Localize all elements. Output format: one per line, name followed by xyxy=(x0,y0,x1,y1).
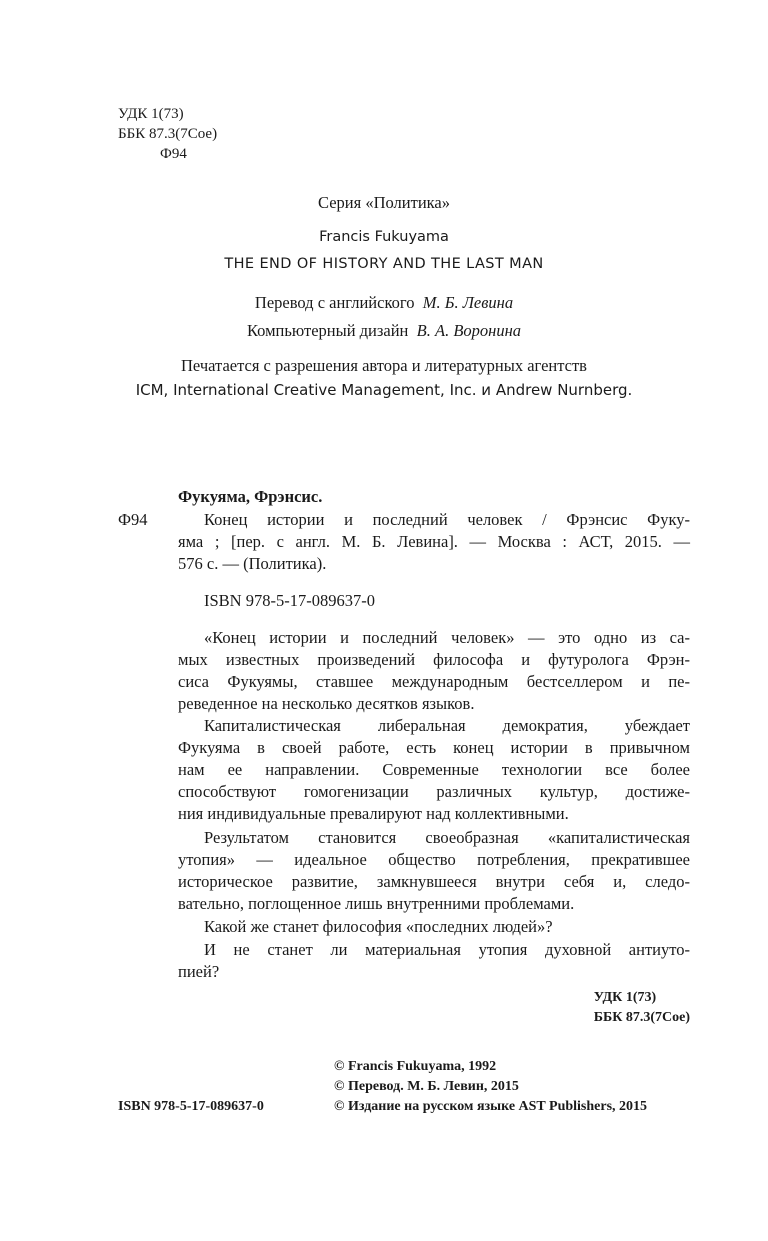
copyright-edition: © Издание на русском языке AST Publishers, 2015 xyxy=(334,1099,648,1114)
copyright-author: © Francis Fukuyama, 1992 xyxy=(334,1059,497,1074)
annotation-paragraph-1 xyxy=(178,627,690,715)
annotation-line: сиса Фукуямы, ставшее международным бестселлером и пе- xyxy=(178,672,690,691)
copyright-isbn: ISBN 978-5-17-089637-0 xyxy=(118,1099,264,1114)
translation-credit xyxy=(0,293,768,313)
annotation-line: Капиталистическая либеральная демократия, убеждает xyxy=(204,716,690,735)
annotation-line: утопия» — идеальное общество потребления, прекратившее xyxy=(178,850,690,869)
card-description xyxy=(178,509,690,575)
series-label: Серия «Политика» xyxy=(318,193,450,212)
annotation-line: И не станет ли материальная утопия духовной антиуто- xyxy=(204,940,690,959)
copyright-translation: © Перевод. М. Б. Левин, 2015 xyxy=(334,1079,519,1094)
annotation-line: нам ее направлении. Современные технологии все более xyxy=(178,760,690,779)
author-mark-top: Ф94 xyxy=(160,146,187,162)
card-isbn: ISBN 978-5-17-089637-0 xyxy=(204,591,375,610)
permission-line-1: Печатается с разрешения автора и литературных агентств xyxy=(181,356,587,375)
annotation-line: пией? xyxy=(178,962,220,981)
original-author: Francis Fukuyama xyxy=(319,229,449,245)
annotation-paragraph-4 xyxy=(178,916,690,938)
annotation-line: Какой же станет философия «последних людей»? xyxy=(204,917,553,936)
card-desc-line: яма ; [пер. с англ. М. Б. Левина]. — Москва : АСТ, 2015. — xyxy=(178,532,690,551)
card-heading: Фукуяма, Фрэнсис. xyxy=(178,487,323,506)
annotation-line: «Конец истории и последний человек» — это одно из са- xyxy=(204,628,690,647)
card-desc-line: 576 с. — (Политика). xyxy=(178,554,327,573)
annotation-paragraph-3 xyxy=(178,827,690,915)
bbk-code-top: ББК 87.3(7Сое) xyxy=(118,126,218,142)
original-title: THE END OF HISTORY AND THE LAST MAN xyxy=(224,256,544,272)
annotation-line: Фукуяма в своей работе, есть конец истории в привычном xyxy=(178,738,690,757)
udk-code-top: УДК 1(73) xyxy=(118,106,184,122)
designer-name: В. А. Воронина xyxy=(416,321,522,340)
annotation-line: мых известных произведений философа и футуролога Фрэн- xyxy=(178,650,690,669)
design-credit xyxy=(0,321,768,341)
translation-label: Перевод с английского xyxy=(254,293,415,312)
annotation-paragraph-5 xyxy=(178,939,690,983)
translator-name: М. Б. Левина xyxy=(422,293,514,312)
card-author-mark: Ф94 xyxy=(118,510,148,529)
annotation-line: вательно, поглощенное лишь внутренними проблемами. xyxy=(178,894,575,913)
annotation-line: ния индивидуальные превалируют над коллективными. xyxy=(178,804,569,823)
design-label: Компьютерный дизайн xyxy=(246,321,409,340)
card-desc-line: Конец истории и последний человек / Фрэнсис Фуку- xyxy=(204,510,690,529)
annotation-line: историческое развитие, замкнувшееся внутри себя и, следо- xyxy=(178,872,690,891)
annotation-line: Результатом становится своеобразная «капиталистическая xyxy=(204,828,690,847)
annotation-paragraph-2 xyxy=(178,715,690,825)
annotation-line: реведенное на несколько десятков языков. xyxy=(178,694,475,713)
bbk-code-bottom: ББК 87.3(7Сое) xyxy=(593,1010,690,1025)
classification-bottom xyxy=(594,988,690,1028)
permission-line-2: ICM, International Creative Management, Inc. и Andrew Nurnberg. xyxy=(135,381,633,399)
annotation-line: способствуют гомогенизации различных культур, достиже- xyxy=(178,782,690,801)
udk-code-bottom: УДК 1(73) xyxy=(593,990,657,1005)
